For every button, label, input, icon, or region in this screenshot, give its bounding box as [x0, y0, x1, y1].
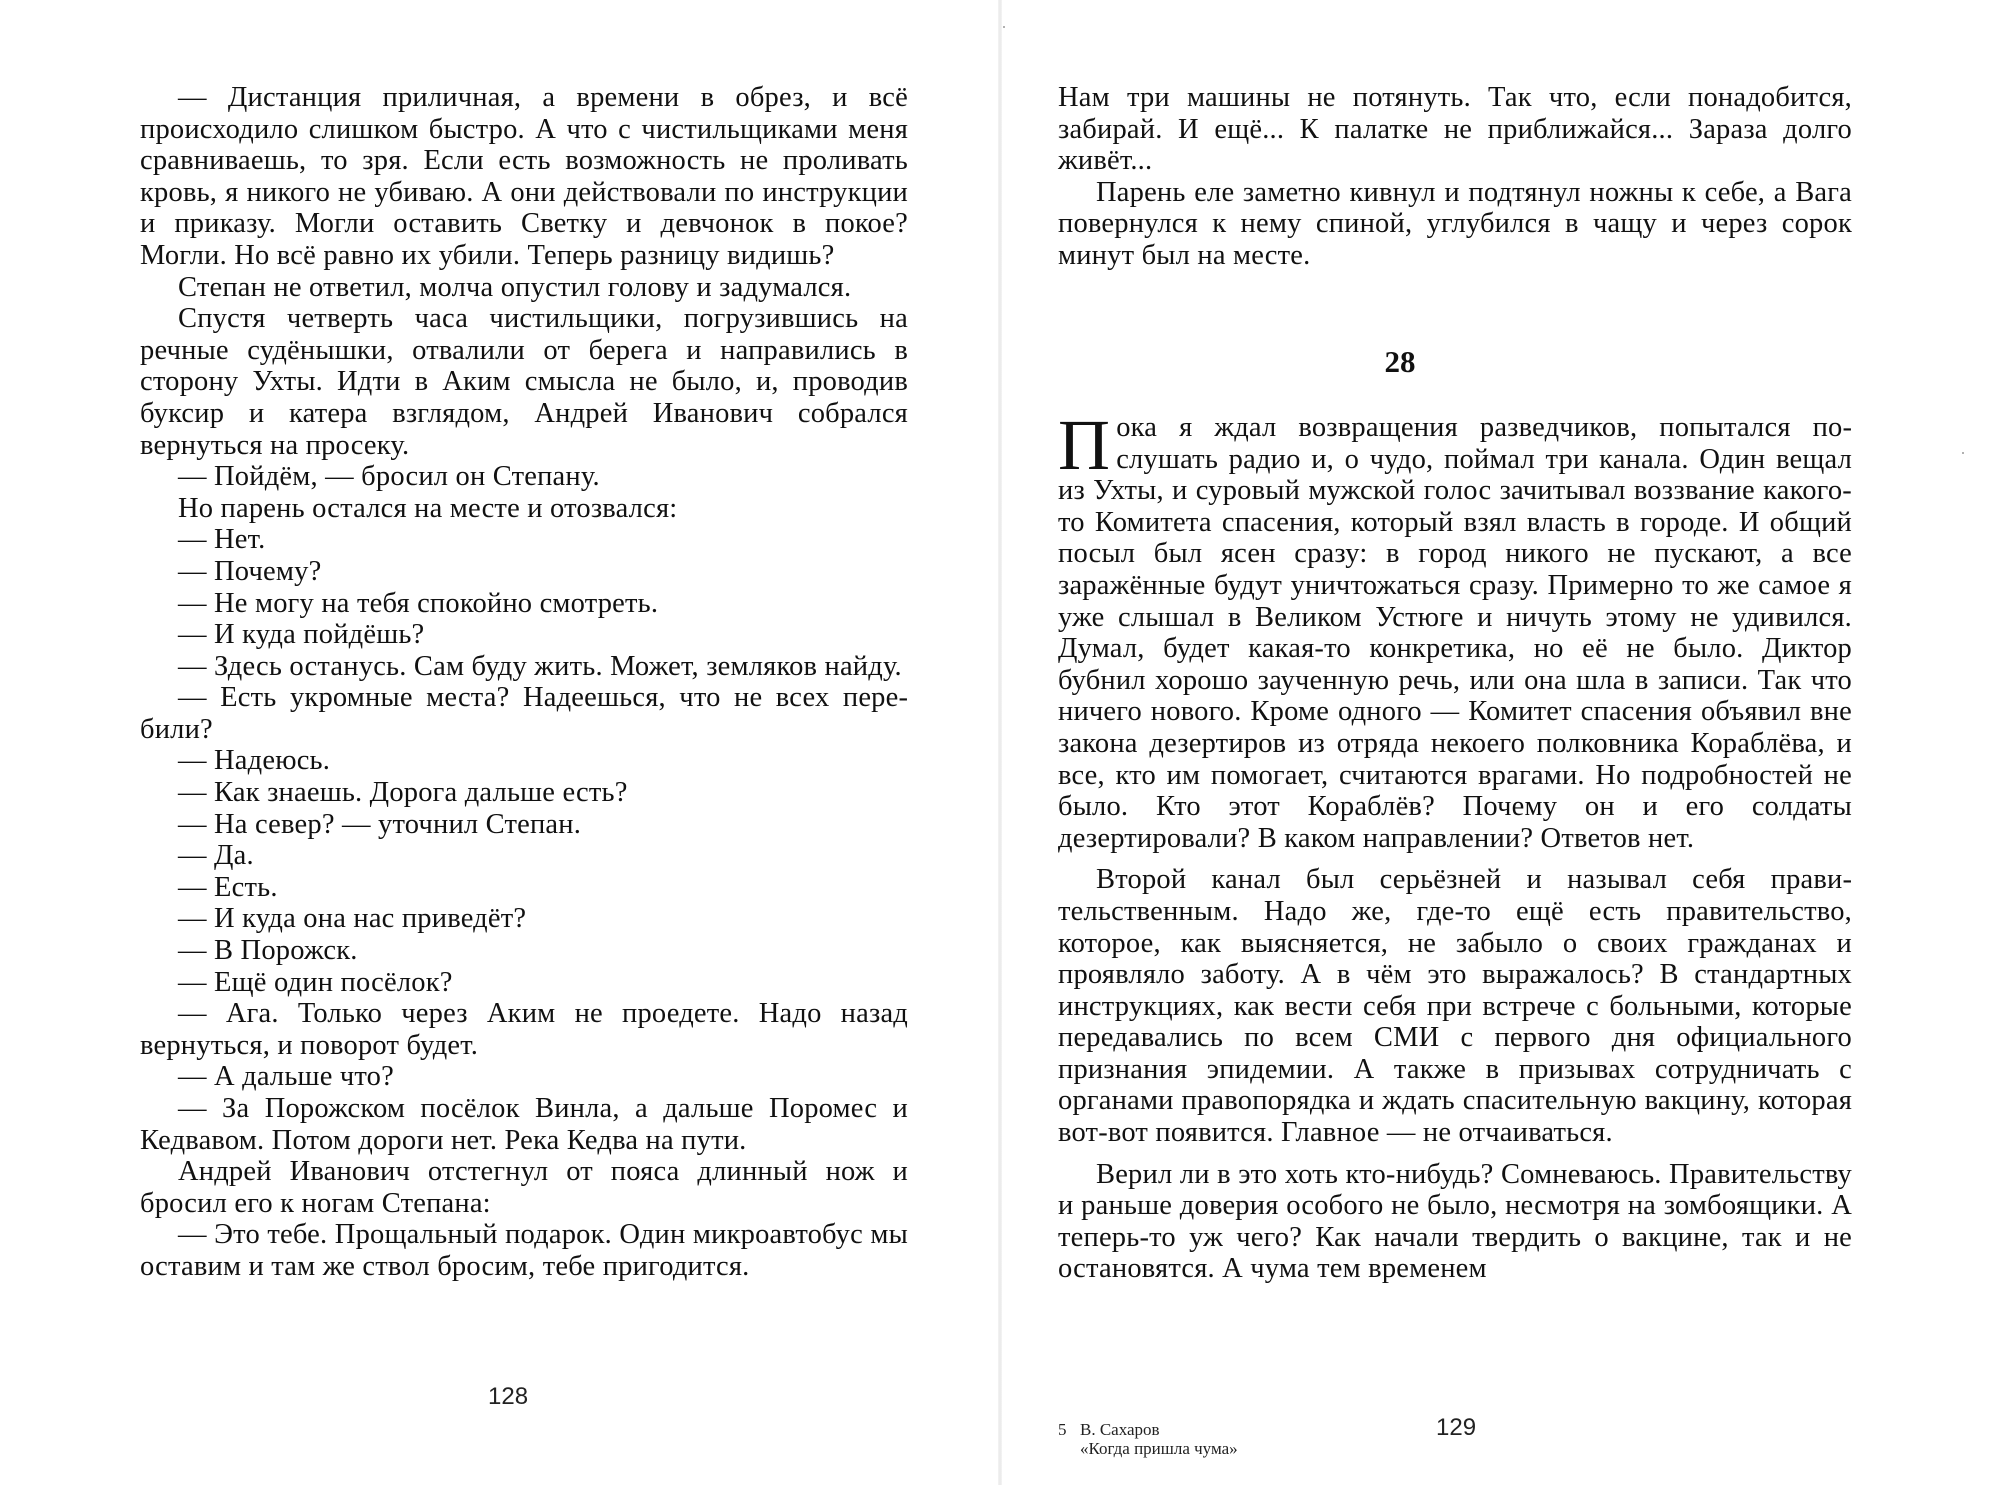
drop-cap: П — [1058, 405, 1111, 485]
paragraph: — Надеюсь. — [178, 745, 331, 777]
scan-speck — [1003, 26, 1005, 28]
signature-author: В. Сахаров — [1080, 1420, 1160, 1439]
right-page — [1000, 0, 2000, 1485]
paragraph: — Это тебе. Прощальный подарок. Один микроавтобус мы оставим и там же ствол бросим, тебе пригодится. — [140, 1219, 908, 1282]
paragraph: — Ага. Только через Аким не проедете. Надо назад вернуться, и поворот будет. — [140, 998, 908, 1061]
paragraph: — И куда она нас приведёт? — [178, 903, 527, 935]
paragraph: Верил ли в это хоть кто-нибудь? Сомневаюсь. Правительству и раньше доверия особого не было, несмотря на зомбоящики. А теперь-то уж чего? Как начали твердить о вакцине, так и не остановятся. А чума тем временем — [1058, 1158, 1852, 1285]
page-number-right: 129 — [1436, 1414, 1477, 1441]
scan-speck — [1962, 452, 1964, 454]
paragraph: — Нет. — [178, 524, 266, 556]
paragraph: Парень еле заметно кивнул и подтянул ножны к себе, а Вага повернулся к нему спиной, углубился в чащу и через сорок минут был на месте. — [1058, 176, 1852, 271]
paragraph: — В Порожск. — [178, 935, 358, 967]
paragraph: Нам три машины не потянуть. Так что, если понадобится, забирай. И ещё... К палатке не приближайся... Зараза долго живёт... — [1058, 82, 1852, 177]
paragraph: — Есть. — [178, 871, 278, 903]
paragraph: — Не могу на тебя спокойно смотреть. — [178, 587, 659, 619]
paragraph: Второй канал был серьёзней и называл себя правительственным. Надо же, где-то ещё есть правительство, которое, как выясняется, не забыло о своих гражданах и проявляло заботу. А в чём это выражалось? В стандартных инструкциях, как вести себя при встрече с больными, которые передавались по всем СМИ с первого дня официального признания эпидемии. А также в призывах сотрудничать с органами правопорядка и ждать спасительную вакцину, которая вот-вот появится. Главное — не отчаиваться. — [1058, 864, 1852, 1149]
chapter-number: 28 — [1384, 344, 1416, 379]
paragraph-text: ока я ждал возвращения разведчиков, попытался послушать радио и, о чудо, поймал три канала. Один вещал из Ухты, и суровый мужской голос зачитывал воззвание какого-то Комитета спасения, который взял власть в городе. И общий посыл был ясен сразу: в город никого не пускают, а все заражённые будут уничтожаться сразу. Примерно то же самое я уже слышал в Великом Устюге и ничуть этому не удивился. Думал, будет какая-то конкретика, но её не было. Диктор бубнил хорошо заученную речь, или она шла в записи. Так что ничего нового. Кроме одного — Комитет спасения объявил вне закона дезертиров из отряда некоего полковника Кораблёва, и все, кто им помогает, считаются врагами. Но подробностей не было. Кто этот Кораблёв? Почему он и его солдаты дезертировали? В каком направлении? Ответов нет. — [1058, 412, 1852, 854]
paragraph: Андрей Иванович отстегнул от пояса длинный нож и бросил его к ногам Степана: — [140, 1156, 908, 1219]
paragraph: — Ещё один посёлок? — [178, 966, 453, 998]
signature-mark — [1058, 1420, 1238, 1458]
paragraph: — Почему? — [178, 555, 322, 587]
chapter-opening-paragraph — [1058, 405, 1852, 854]
paragraph: — А дальше что? — [178, 1061, 394, 1093]
paragraph: — Здесь останусь. Сам буду жить. Может, земляков найду. — [178, 650, 902, 682]
paragraph: — Есть укромные места? Надеешься, что не всех перебили? — [140, 682, 908, 745]
right-page-main-text — [1058, 405, 1852, 1285]
paragraph: — Как знаешь. Дорога дальше есть? — [178, 777, 628, 809]
paragraph: — Да. — [178, 840, 254, 872]
paragraph: — На север? — уточнил Степан. — [178, 808, 582, 840]
right-page-top-text — [1058, 82, 1852, 272]
paragraph: — Дистанция приличная, а времени в обрез, и всё происходило слишком быстро. А что с чистильщиками меня сравниваешь, то зря. Если есть возможность не проливать кровь, я никого не убиваю. А они действовали по инструкции и приказу. Могли оставить Светку и девчонок в покое? Могли. Но всё равно их убили. Теперь разницу видишь? — [140, 82, 908, 271]
paragraph: — И куда пойдёшь? — [178, 619, 425, 651]
paragraph: — За Порожском посёлок Винла, а дальше Поромес и Кедвавом. Потом дороги нет. Река Кедва на пути. — [140, 1093, 908, 1156]
signature-title: «Когда пришла чума» — [1080, 1439, 1238, 1458]
paragraph: Степан не ответил, молча опустил голову и задумался. — [178, 271, 852, 303]
paragraph: Спустя четверть часа чистильщики, погрузившись на речные судёнышки, отвалили от берега и направились в сторону Ухты. Идти в Аким смысла не было, и, проводив буксир и катера взглядом, Андрей Иванович собрался вернуться на просеку. — [140, 303, 908, 461]
paragraph: Но парень остался на месте и отозвался: — [178, 492, 678, 524]
page-number-left: 128 — [488, 1383, 529, 1410]
paragraph: — Пойдём, — бросил он Степану. — [178, 461, 600, 493]
left-page-text — [140, 82, 908, 1283]
signature-number: 5 — [1058, 1420, 1067, 1439]
